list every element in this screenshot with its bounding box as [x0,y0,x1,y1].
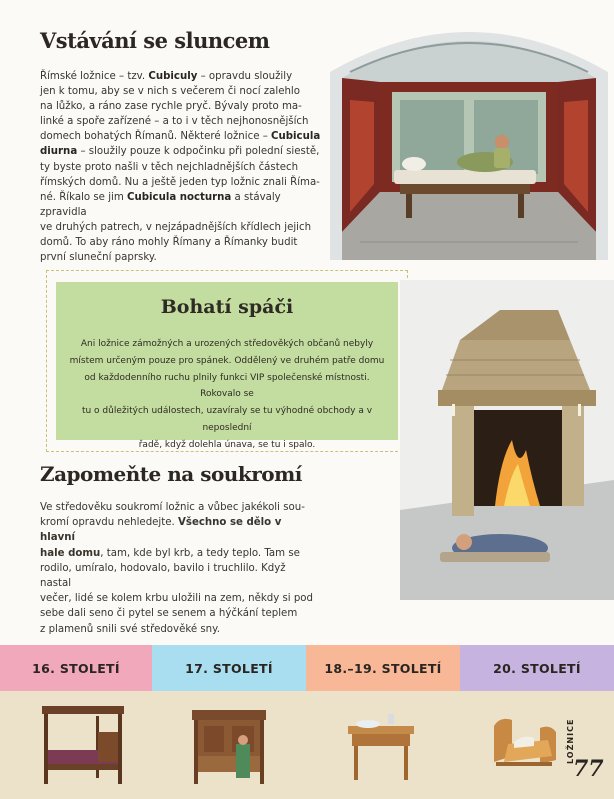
text-line: sebe dali seno či pytel se senem a hýčkání teplem [40,608,298,620]
roman-bedroom-illustration [330,12,608,260]
text-line: místem určeným pouze pro spánek. Oddělený ve druhém patře domu [69,355,385,366]
text-line: Ani ložnice zámožných a urozených středověkých občanů nebyly [80,339,374,349]
timeline-20th-century: 20. STOLETÍ [460,645,614,691]
text-line: večer, lidé se kolem krbu uložili na zem, někdy si pod [40,593,314,605]
text-line: ve druhých patrech, v nejzápadnějších křídlech jejich [40,221,312,233]
text-line: rodilo, umíralo, hodovalo, bavilo i truchlilo. Když nastal [40,562,286,590]
info-box-text [66,336,388,454]
washstand-icon [346,712,416,782]
text-line: hale domu, tam, kde byl krb, a tedy teplo. Tam se [40,547,300,559]
timeline-17th-century: 17. STOLETÍ [152,645,306,691]
modern-bed-icon [490,716,560,772]
section-text-roman [40,69,330,265]
text-line: první sluneční paprsky. [40,252,157,264]
text-line: diurna – sloužily pouze k odpočinku při polední siestě, [40,146,320,158]
info-box-title: Bohatí spáči [160,296,294,318]
timeline-16th-century: 16. STOLETÍ [0,645,152,691]
section-text-medieval [40,500,316,637]
text-line: domů. To aby ráno mohly Římany a Římanky budit [40,237,298,249]
text-line: tu o důležitých událostech, uzavíraly se tu výhodné obchody a v neposlední [81,406,373,433]
text-line: né. Říkalo se jim Cubicula nocturna a stávaly zpravidla [40,191,281,218]
text-line: z plamenů snili své středověké sny. [40,623,220,635]
text-line: domech bohatých Římanů. Některé ložnice – Cubicula [40,131,321,143]
text-line: Římské ložnice – tzv. Cubiculy – opravdu sloužily [40,71,293,82]
section-title-medieval: Zapomeňte na soukromí [40,462,302,486]
text-line: Ve středověku soukromí ložnic a vůbec jakékoli sou- [40,502,305,513]
timeline-bar [0,645,614,691]
page-number: 77 [573,756,604,782]
text-line: kromí opravdu nehledejte. Všechno se dělo v hlavní [40,517,282,544]
text-line: od každodenního ruchu plnily funkci VIP společenské místnosti. Rokovalo se [84,372,370,400]
text-line: ty byste proto našli v těch nejchladnějších částech [40,161,299,173]
text-line: na lůžko, a ráno zase rychle pryč. Bývaly proto ma- [40,101,302,113]
text-line: jen k tomu, aby se v nich s večerem či nocí zalehlo [40,86,300,98]
text-line: linké a spoře zařízené – a to i v těch nejhonosnějších [40,116,309,128]
medieval-fireplace-illustration [400,280,614,600]
chapter-label: LOŽNICE [566,718,575,764]
canopy-bed-16th-icon [38,702,128,788]
text-line: řadě, když dolehla únava, se tu i spalo. [138,439,316,450]
text-line: římských domů. Nu a ještě jeden typ ložnic znali Říma- [40,176,320,188]
canopy-bed-17th-icon [190,704,268,788]
section-title-roman: Vstávání se sluncem [40,28,270,53]
timeline-18-19th-century: 18.–19. STOLETÍ [306,645,460,691]
